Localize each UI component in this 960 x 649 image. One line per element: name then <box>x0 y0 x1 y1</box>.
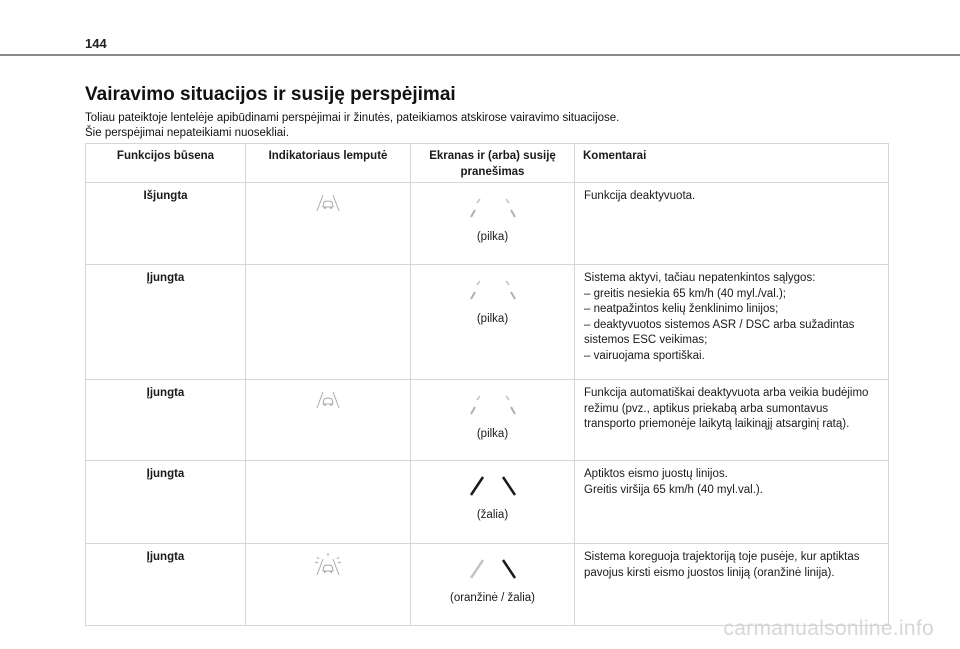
screen-color-label: (oranžinė / žalia) <box>449 592 535 604</box>
top-rule <box>0 54 960 56</box>
comment-line: – vairuojama sportiškai. <box>584 349 705 362</box>
indicator-empty <box>246 265 411 380</box>
intro-text <box>85 111 885 141</box>
comment-cell <box>575 461 889 544</box>
screen-color-label: (žalia) <box>476 509 509 521</box>
comment-line: Aptiktos eismo juostų linijos. <box>584 468 728 480</box>
intro-line: Toliau pateiktoje lentelėje apibūdinami perspėjimai ir žinutės, pateikiamos atskirose vairavimo situacijose. <box>85 112 620 124</box>
watermark: carmanualsonline.info <box>723 617 934 640</box>
comment-line: Funkcija deaktyvuota. <box>584 190 696 202</box>
function-state: Įjungta <box>86 461 246 544</box>
section-title: Vairavimo situacijos ir susiję perspėjimai <box>85 84 456 105</box>
table-header-row <box>86 144 889 183</box>
function-state: Įjungta <box>86 544 246 626</box>
comment-cell <box>575 380 889 461</box>
lane-assist-active-icon <box>313 552 343 578</box>
table-row <box>86 380 889 461</box>
comment-cell <box>575 265 889 380</box>
indicator-empty <box>246 461 411 544</box>
column-header-state: Funkcijos būsena <box>86 144 246 183</box>
comment-line: Funkcija automatiškai deaktyvuota arba veikia budėjimo režimu (pvz., aptikus priekabą arba sumontavus transporto priemonėje laikytą laikinąjį atsarginį ratą). <box>584 387 869 430</box>
comment-line: – neatpažintos kelių ženklinimo linijos; <box>584 303 779 315</box>
page-number: 144 <box>85 36 107 51</box>
warnings-table <box>85 143 889 626</box>
comment-cell <box>575 544 889 626</box>
lane-lines-solid-green-icon <box>465 473 521 499</box>
table-row <box>86 461 889 544</box>
table-row <box>86 183 889 265</box>
screen-color-label: (pilka) <box>476 428 509 440</box>
comment-line: Greitis viršija 65 km/h (40 myl.val.). <box>584 483 763 496</box>
screen-color-label: (pilka) <box>476 231 509 243</box>
column-header-indicator: Indikatoriaus lemputė <box>246 144 411 183</box>
function-state: Įjungta <box>86 380 246 461</box>
comment-cell <box>575 183 889 265</box>
function-state: Įjungta <box>86 265 246 380</box>
function-state: Išjungta <box>86 183 246 265</box>
lane-lines-dashed-grey-icon <box>465 195 521 221</box>
comment-line: – greitis nesiekia 65 km/h (40 myl./val.); <box>584 287 786 300</box>
lane-lines-dashed-grey-icon <box>465 277 521 303</box>
lane-assist-warning-icon <box>315 388 341 410</box>
table-row <box>86 544 889 626</box>
intro-line: Šie perspėjimai nepateikiami nuosekliai. <box>85 127 289 139</box>
column-header-comment: Komentarai <box>575 144 889 183</box>
column-header-screen: Ekranas ir (arba) susiję pranešimas <box>411 144 575 183</box>
comment-line: Sistema koreguoja trajektoriją toje pusėje, kur aptiktas pavojus kirsti eismo juostos liniją (oranžinė linija). <box>584 551 860 579</box>
comment-line: Sistema aktyvi, tačiau nepatenkintos sąlygos: <box>584 272 816 284</box>
table-row <box>86 265 889 380</box>
comment-line: – deaktyvuotos sistemos ASR / DSC arba sužadintas sistemos ESC veikimas; <box>584 318 855 346</box>
lane-assist-warning-icon <box>315 191 341 213</box>
screen-color-label: (pilka) <box>476 313 509 325</box>
lane-lines-orange-green-icon <box>465 556 521 582</box>
lane-lines-dashed-grey-icon <box>465 392 521 418</box>
